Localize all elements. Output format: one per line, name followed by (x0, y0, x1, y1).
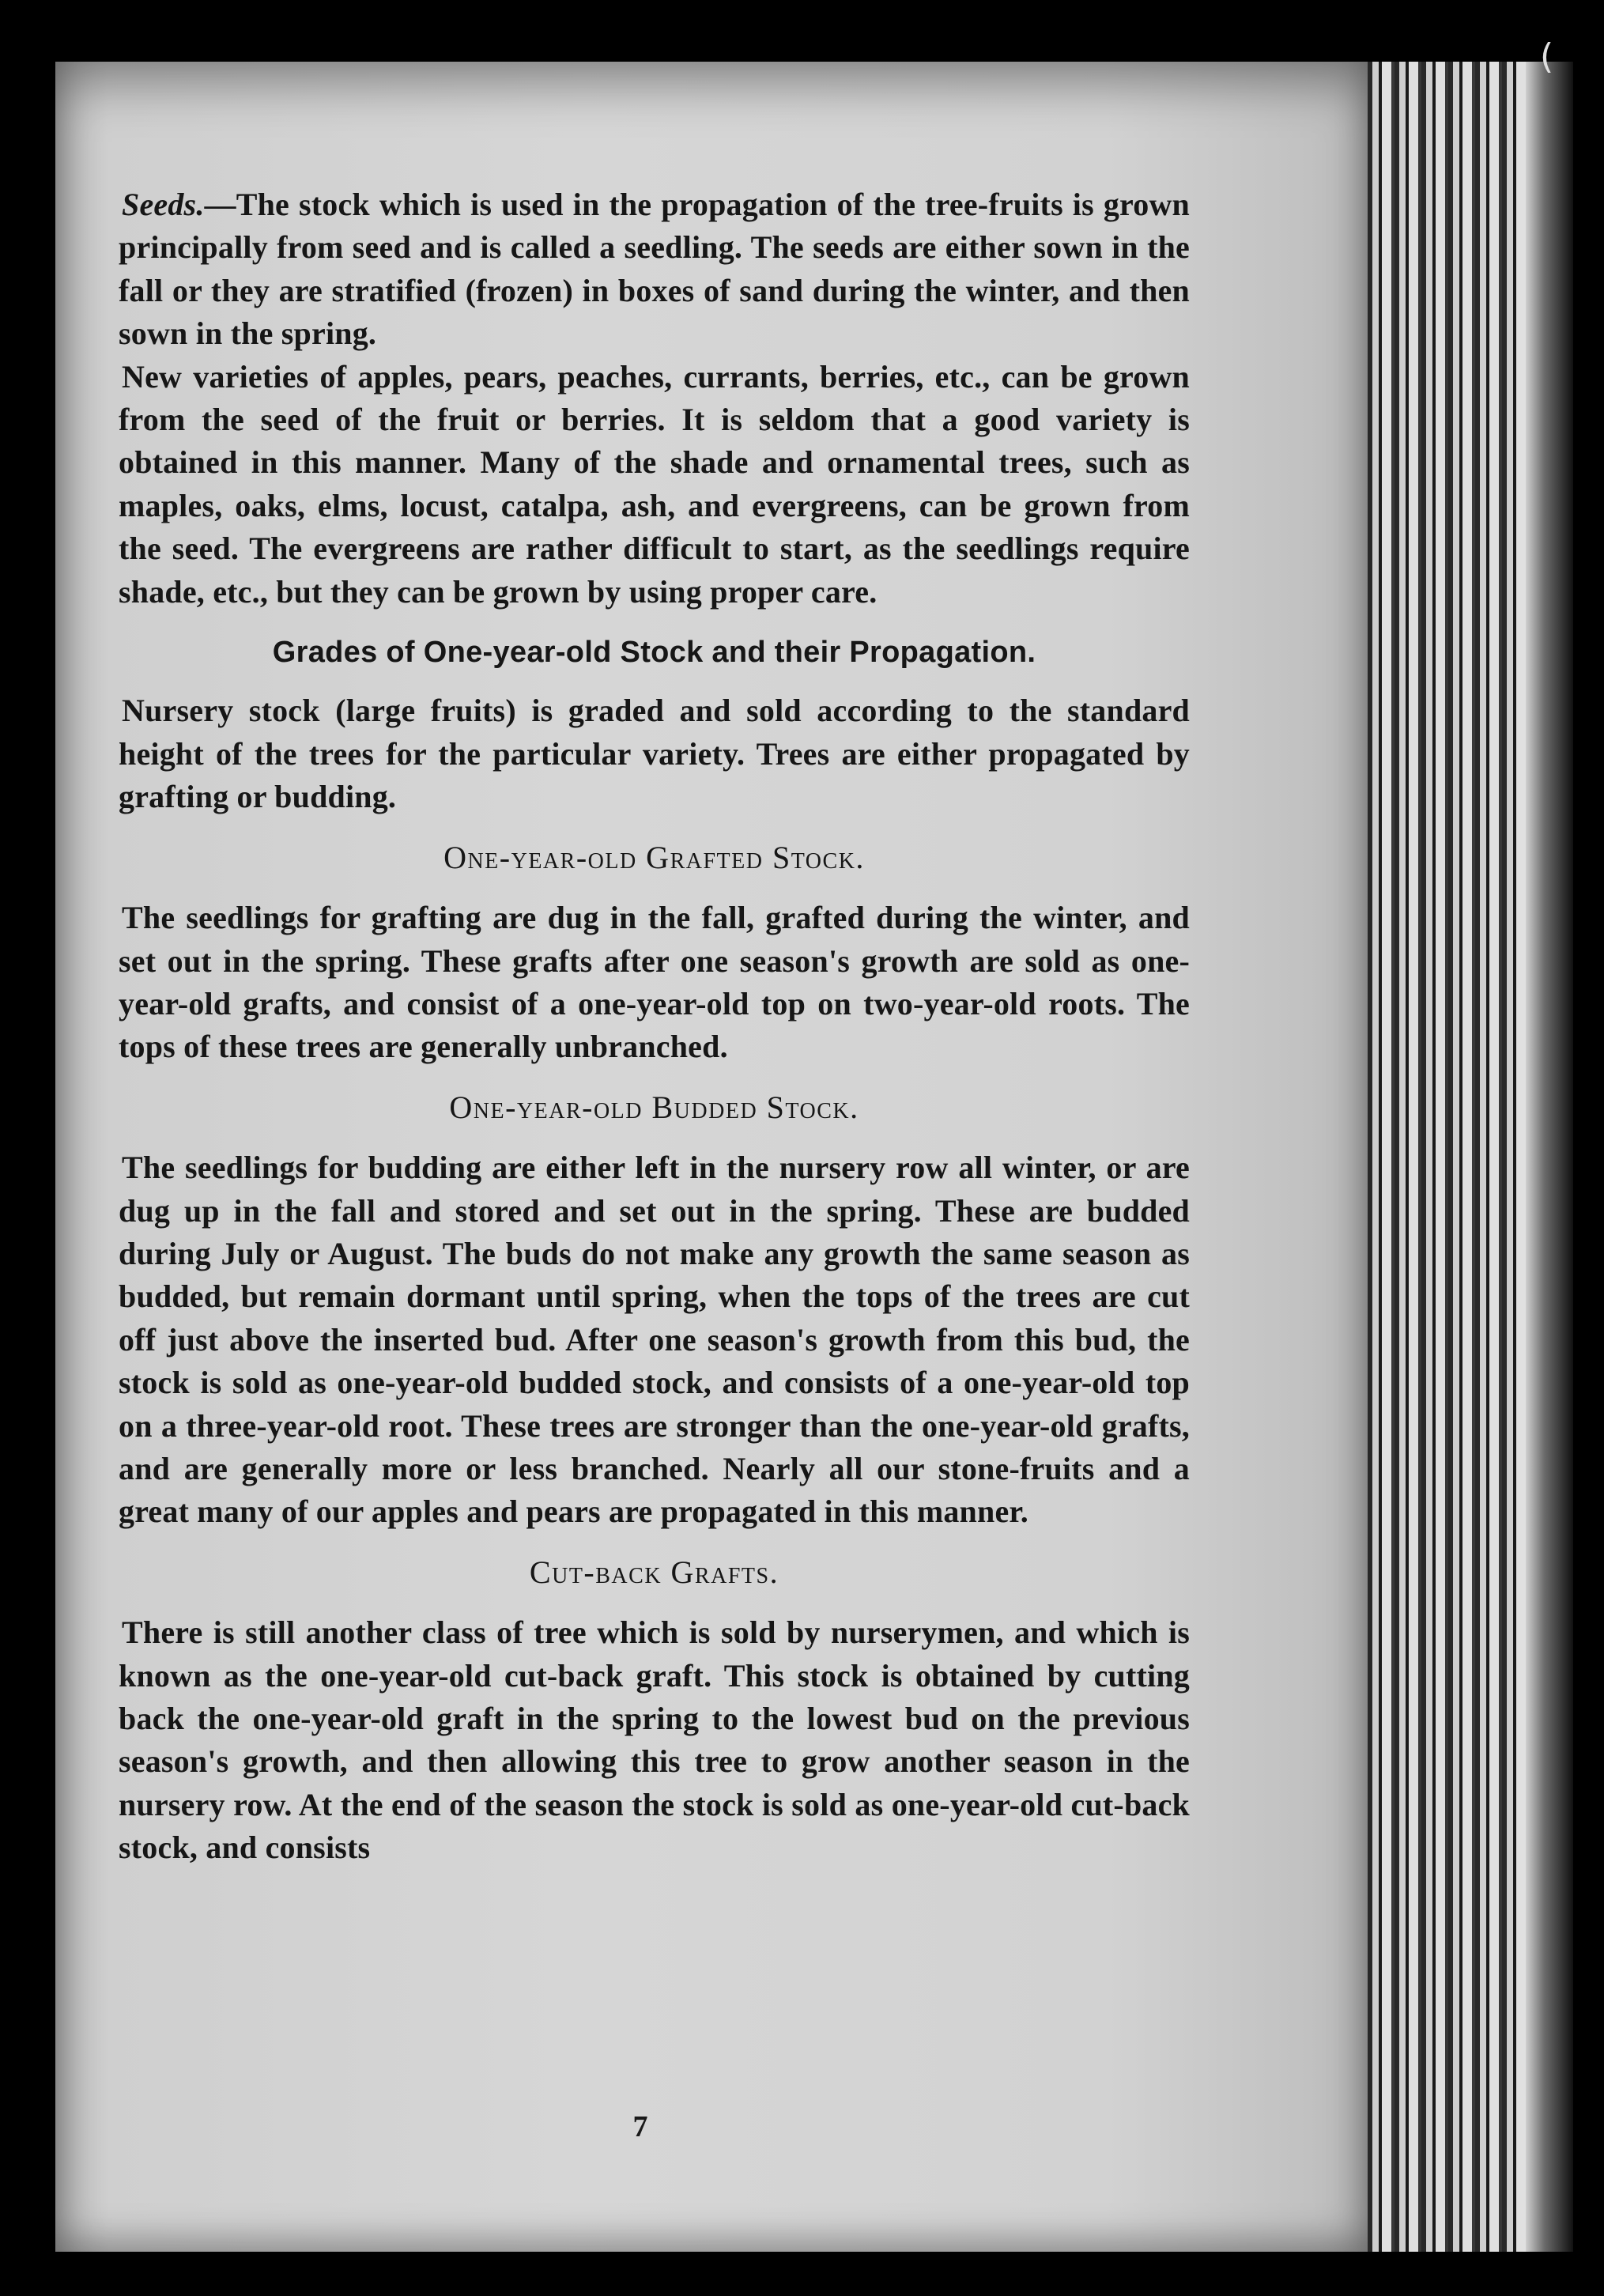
paragraph-seeds (119, 183, 1190, 356)
corner-mark: ( (1540, 36, 1554, 77)
subheading-budded-stock: One-year-old Budded Stock. (449, 1089, 859, 1125)
paragraph-lead-seeds: Seeds. (122, 187, 205, 222)
paragraph-grafting: The seedlings for grafting are dug in the fall, grafted during the winter, and set out in the spring. These grafts after one season's growth are sold as one-year-old grafts, and consist of a one-year-old top on two-year-old roots. The tops of these trees are generally unbranched. (119, 900, 1190, 1065)
subheading-grafted-stock: One-year-old Grafted Stock. (443, 839, 865, 875)
page-body-text (119, 183, 1190, 1870)
section-heading-grades: Grades of One-year-old Stock and their Propagation. (272, 636, 1036, 670)
paragraph-budding: The seedlings for budding are either left in the nursery row all winter, or are dug up in the fall and stored and set out in the spring. These are budded during July or August. The buds do not make any growth the same season as budded, but remain dormant until spring, when the tops of the trees are cut off just above the inserted bud. After one season's growth from this bud, the stock is sold as one-year-old budded stock, and consists of a one-year-old top on a three-year-old root. These trees are stronger than the one-year-old grafts, and are generally more or less branched. Nearly all our stone-fruits and a great many of our apples and pears are propagated in this manner. (119, 1150, 1190, 1530)
paragraph-nursery-stock: Nursery stock (large fruits) is graded and sold according to the standard height of the trees for the particular variety. Trees are either propagated by grafting or budding. (119, 693, 1190, 815)
page-edges-stack (1368, 62, 1526, 2252)
page-number: 7 (632, 2110, 648, 2143)
paragraph-cut-back: There is still another class of tree which is sold by nurserymen, and which is known as the one-year-old cut-back graft. This stock is obtained by cutting back the one-year-old graft in the spring to the lowest bud on the previous season's growth, and then allowing this tree to grow another season in the nursery row. At the end of the season the stock is sold as one-year-old cut-back stock, and consists (119, 1614, 1190, 1866)
paragraph-seeds-text: —The stock which is used in the propagation of the tree-fruits is grown principally from seed and is called a seedling. The seeds are either sown in the fall or they are stratified (frozen) in boxes of sand during the winter, and then sown in the spring. (119, 187, 1190, 352)
subheading-cut-back-grafts: Cut-back Grafts. (529, 1554, 779, 1590)
book-spine-shadow (1526, 62, 1573, 2252)
paragraph-new-varieties: New varieties of apples, pears, peaches, currants, berries, etc., can be grown from the seed of the fruit or berries. It is seldom that a good variety is obtained in this manner. Many of the shade and ornamental trees, such as maples, oaks, elms, locust, catalpa, ash, and evergreens, can be grown from the seed. The evergreens are rather difficult to start, as the seedlings require shade, etc., but they can be grown by using proper care. (119, 358, 1190, 610)
